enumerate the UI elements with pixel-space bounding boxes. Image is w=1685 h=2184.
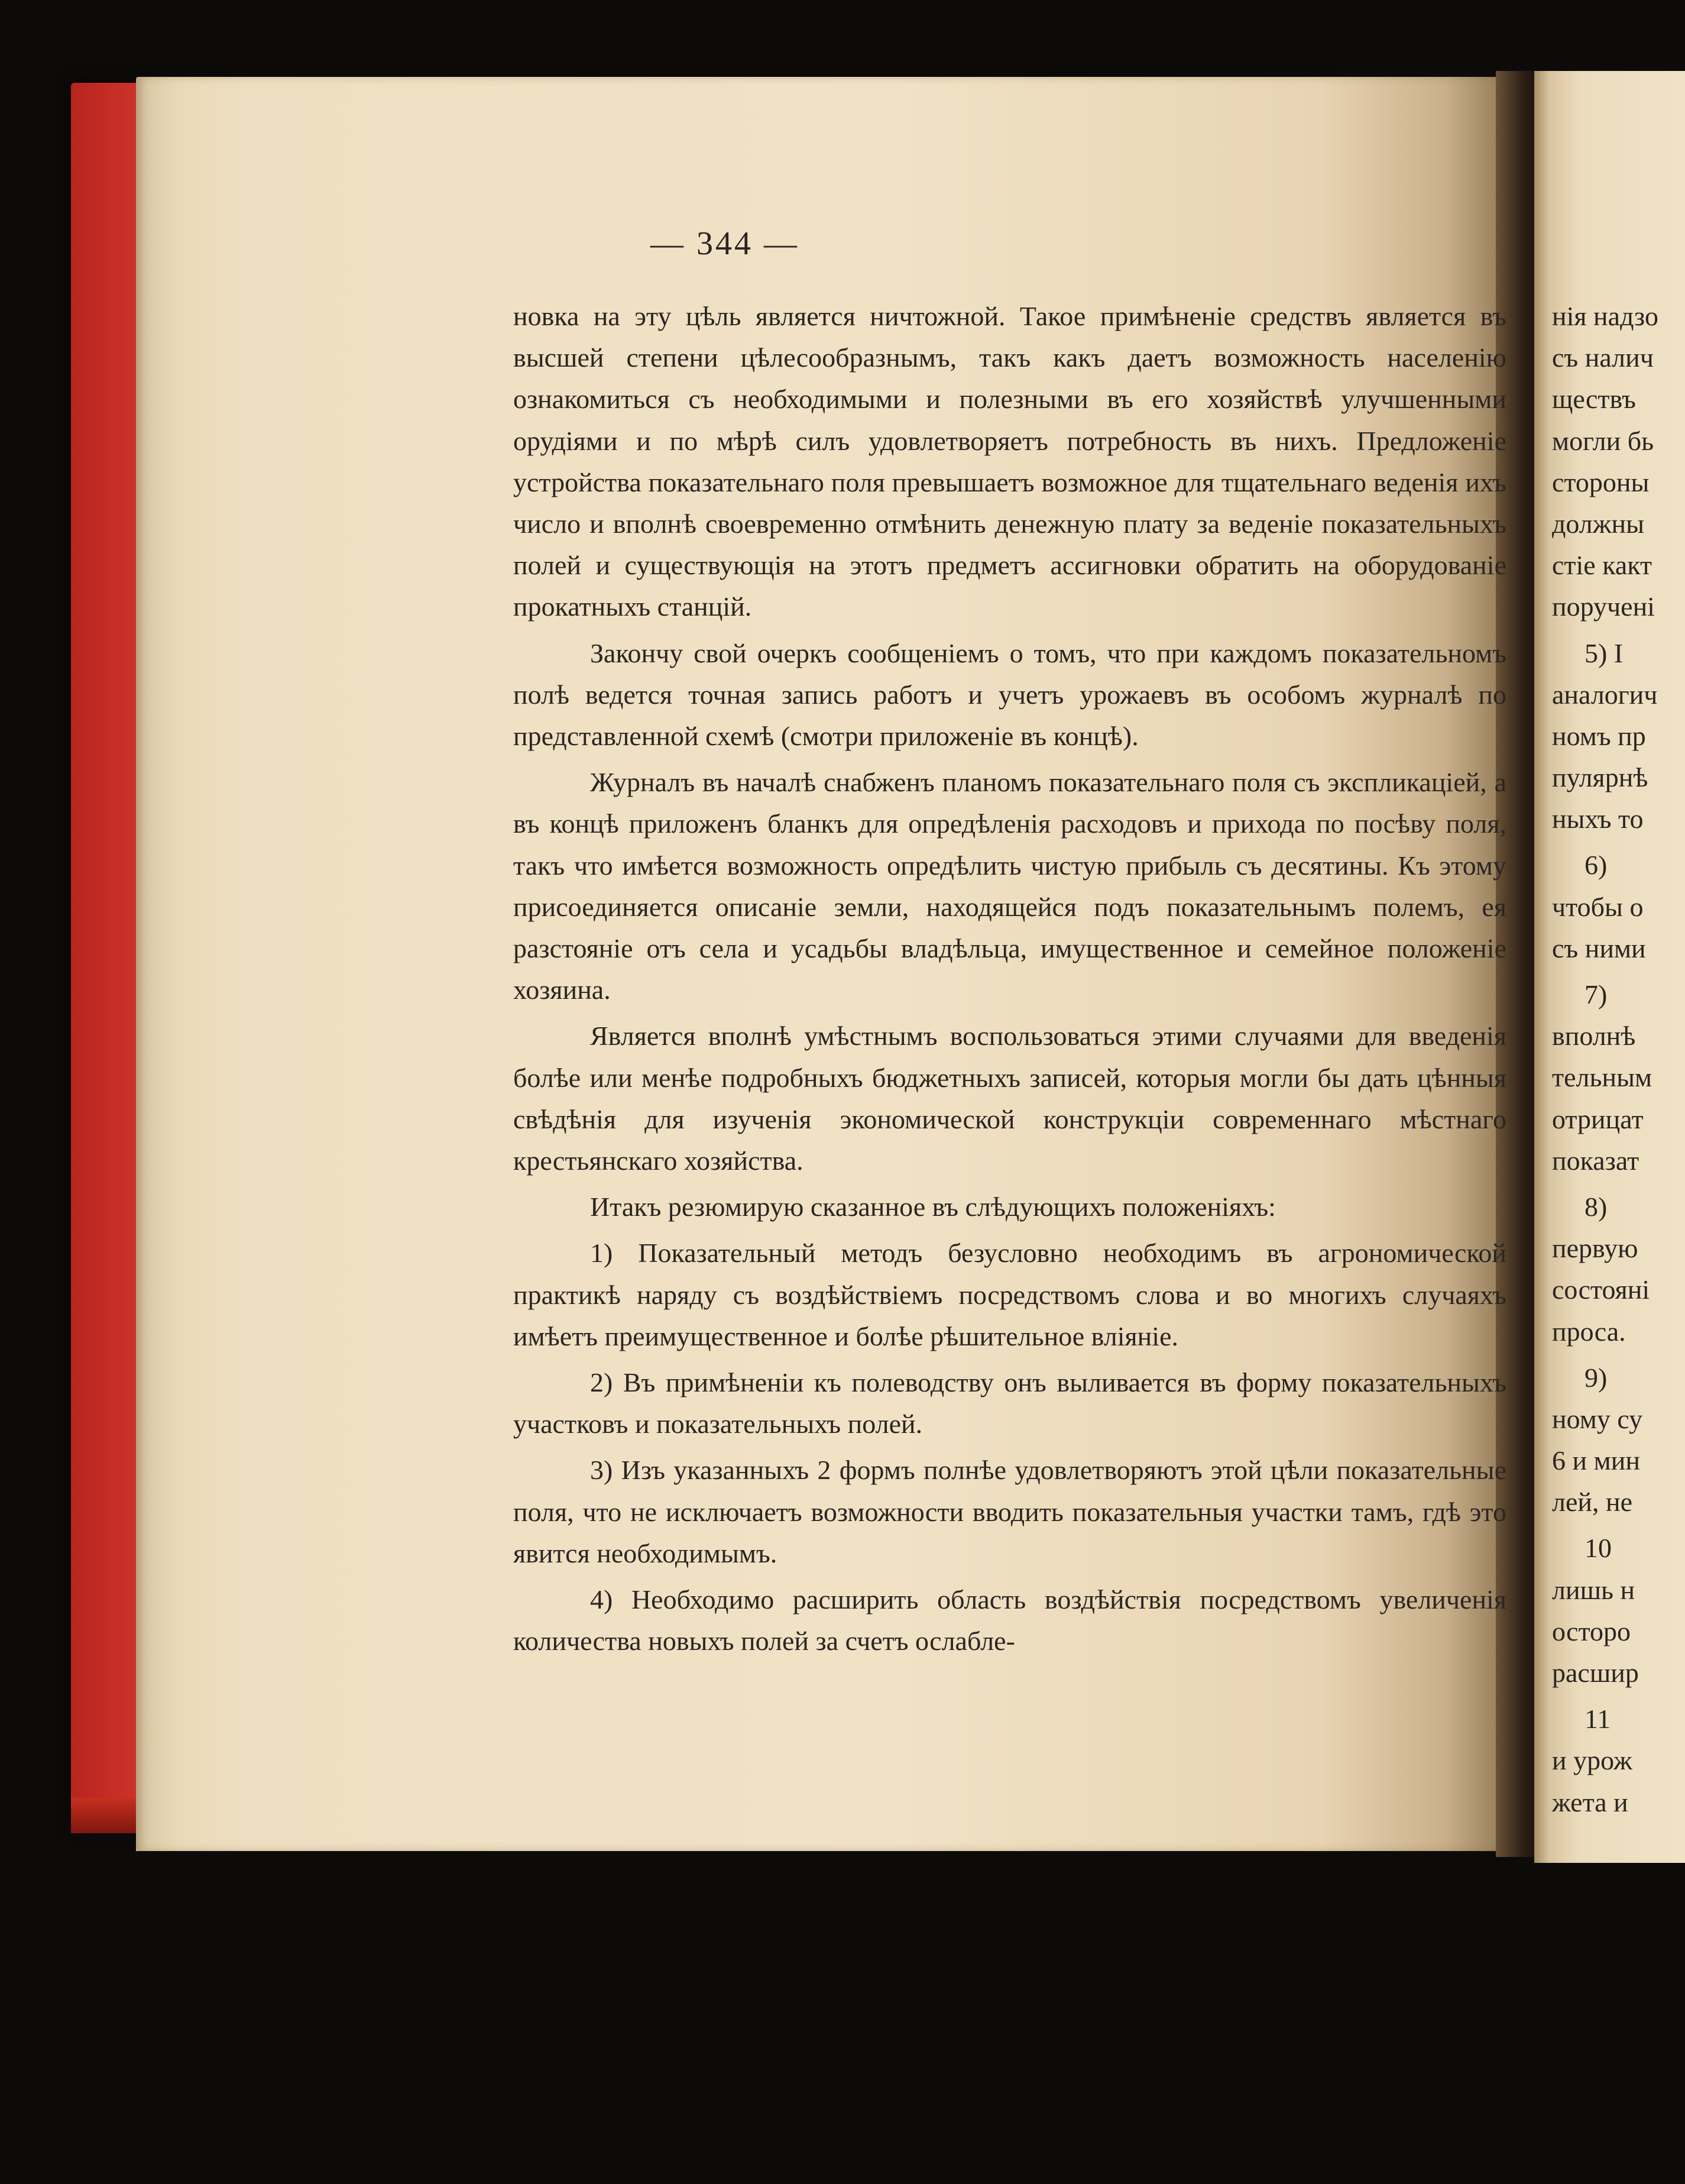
- facing-page-line: 7): [1584, 979, 1608, 1010]
- list-item: 1) Показательный методъ безусловно необходимъ въ агрономической практикѣ наряду съ воздѣйствіемъ посредствомъ слова и во многихъ случаяхъ имѣетъ преимущественное и болѣе рѣшительное вліяніе.: [513, 1238, 1506, 1351]
- facing-page-line: номъ пр: [1552, 720, 1646, 751]
- facing-page-line: тельным: [1552, 1062, 1652, 1093]
- facing-page-line: первую: [1552, 1233, 1638, 1264]
- facing-page-line: могли бь: [1552, 425, 1654, 456]
- facing-page-line: аналогич: [1552, 679, 1658, 710]
- facing-page-line: состояні: [1552, 1274, 1650, 1305]
- paragraph: Журналъ въ началѣ снабженъ планомъ показательнаго поля съ экспликаціей, а въ концѣ приложенъ бланкъ для опредѣленія расходовъ и прихода по посѣву поля, такъ что имѣется возможность опредѣлить чистую прибыль съ десятины. Къ этому присоединяется описаніе земли, находящейся подъ показательнымъ полемъ, ея разстояніе отъ села и усадьбы владѣльца, имущественное и семейное положеніе хозяина.: [513, 767, 1506, 1005]
- facing-page-line: порученi: [1552, 591, 1655, 622]
- facing-page-line: ществъ: [1552, 384, 1636, 415]
- facing-page-line: стороны: [1552, 467, 1650, 497]
- facing-page-line: 5) I: [1584, 638, 1624, 668]
- facing-page-line: 6): [1584, 850, 1608, 881]
- facing-page-line: 8): [1584, 1191, 1608, 1222]
- list-item: 2) Въ примѣненіи къ полеводству онъ выливается въ форму показательныхъ участковъ и показательныхъ полей.: [513, 1367, 1506, 1439]
- facing-page-line: 11: [1584, 1704, 1611, 1735]
- facing-page-line: стіе какт: [1552, 550, 1652, 581]
- facing-page-line: чтобы о: [1552, 891, 1644, 922]
- page-body-text: [513, 296, 1506, 1662]
- facing-page-line: ному су: [1552, 1403, 1643, 1434]
- facing-page-line: лишь н: [1552, 1574, 1635, 1605]
- paragraph: новка на эту цѣль является ничтожной. Такое примѣненіе средствъ является въ высшей степени цѣлесообразнымъ, такъ какъ даетъ возможность населенію ознакомиться съ необходимыми и полезными въ его хозяйствѣ улучшенными орудіями и по мѣрѣ силъ удовлетворяетъ потребность въ нихъ. Предложеніе устройства показательнаго поля превышаетъ возможное для тщательнаго веденія ихъ число и вполнѣ своевременно отмѣнить денежную плату за веденіе показательныхъ полей и существующія на этотъ предметъ ассигновки обратить на оборудованіе прокатныхъ станцій.: [513, 301, 1506, 622]
- facing-page-line: 9): [1584, 1362, 1608, 1393]
- facing-page-line: нія надзо: [1552, 301, 1658, 331]
- facing-page-line: жета и: [1552, 1787, 1628, 1817]
- facing-page-line: отрицат: [1552, 1104, 1644, 1134]
- facing-page-line: 6 и мин: [1552, 1445, 1640, 1476]
- facing-page-line: проса.: [1552, 1316, 1626, 1347]
- facing-page-line: вполнѣ: [1552, 1021, 1636, 1051]
- facing-page-line: осторо: [1552, 1616, 1631, 1646]
- facing-page-text: [1552, 296, 1685, 1823]
- facing-page-line: съ ними: [1552, 933, 1646, 963]
- facing-page-line: ныхъ то: [1552, 804, 1644, 834]
- facing-page-line: 10: [1584, 1533, 1612, 1564]
- facing-page-line: расшир: [1552, 1658, 1639, 1688]
- facing-page-line: лей, не: [1552, 1487, 1633, 1518]
- list-item: 4) Необходимо расширить область воздѣйствія посредствомъ увеличенія количества новыхъ полей за счетъ ослабле-: [513, 1584, 1506, 1656]
- facing-page-line: съ налич: [1552, 342, 1654, 373]
- paragraph: Итакъ резюмирую сказанное въ слѣдующихъ положеніяхъ:: [590, 1192, 1276, 1222]
- paragraph: Закончу свой очеркъ сообщеніемъ о томъ, что при каждомъ показательномъ полѣ ведется точная запись работъ и учетъ урожаевъ въ особомъ журналѣ по представленной схемѣ (смотри приложеніе въ концѣ).: [513, 638, 1506, 752]
- facing-page-line: должны: [1552, 508, 1645, 539]
- list-item: 3) Изъ указанныхъ 2 формъ полнѣе удовлетворяютъ этой цѣли показательные поля, что не исключаетъ возможности вводить показательныя участки тамъ, гдѣ это явится необходимымъ.: [513, 1455, 1506, 1568]
- facing-page-line: показат: [1552, 1145, 1639, 1176]
- facing-page-line: и урож: [1552, 1745, 1632, 1776]
- facing-page-line: пулярнѣ: [1552, 762, 1648, 793]
- page-number: — 344 —: [650, 225, 799, 262]
- paragraph: Является вполнѣ умѣстнымъ воспользоваться этими случаями для введенія болѣе или менѣе подробныхъ бюджетныхъ записей, которыя могли бы дать цѣнныя свѣдѣнія для изученія экономической конструкціи современнаго мѣстнаго крестьянскаго хозяйства.: [513, 1021, 1506, 1176]
